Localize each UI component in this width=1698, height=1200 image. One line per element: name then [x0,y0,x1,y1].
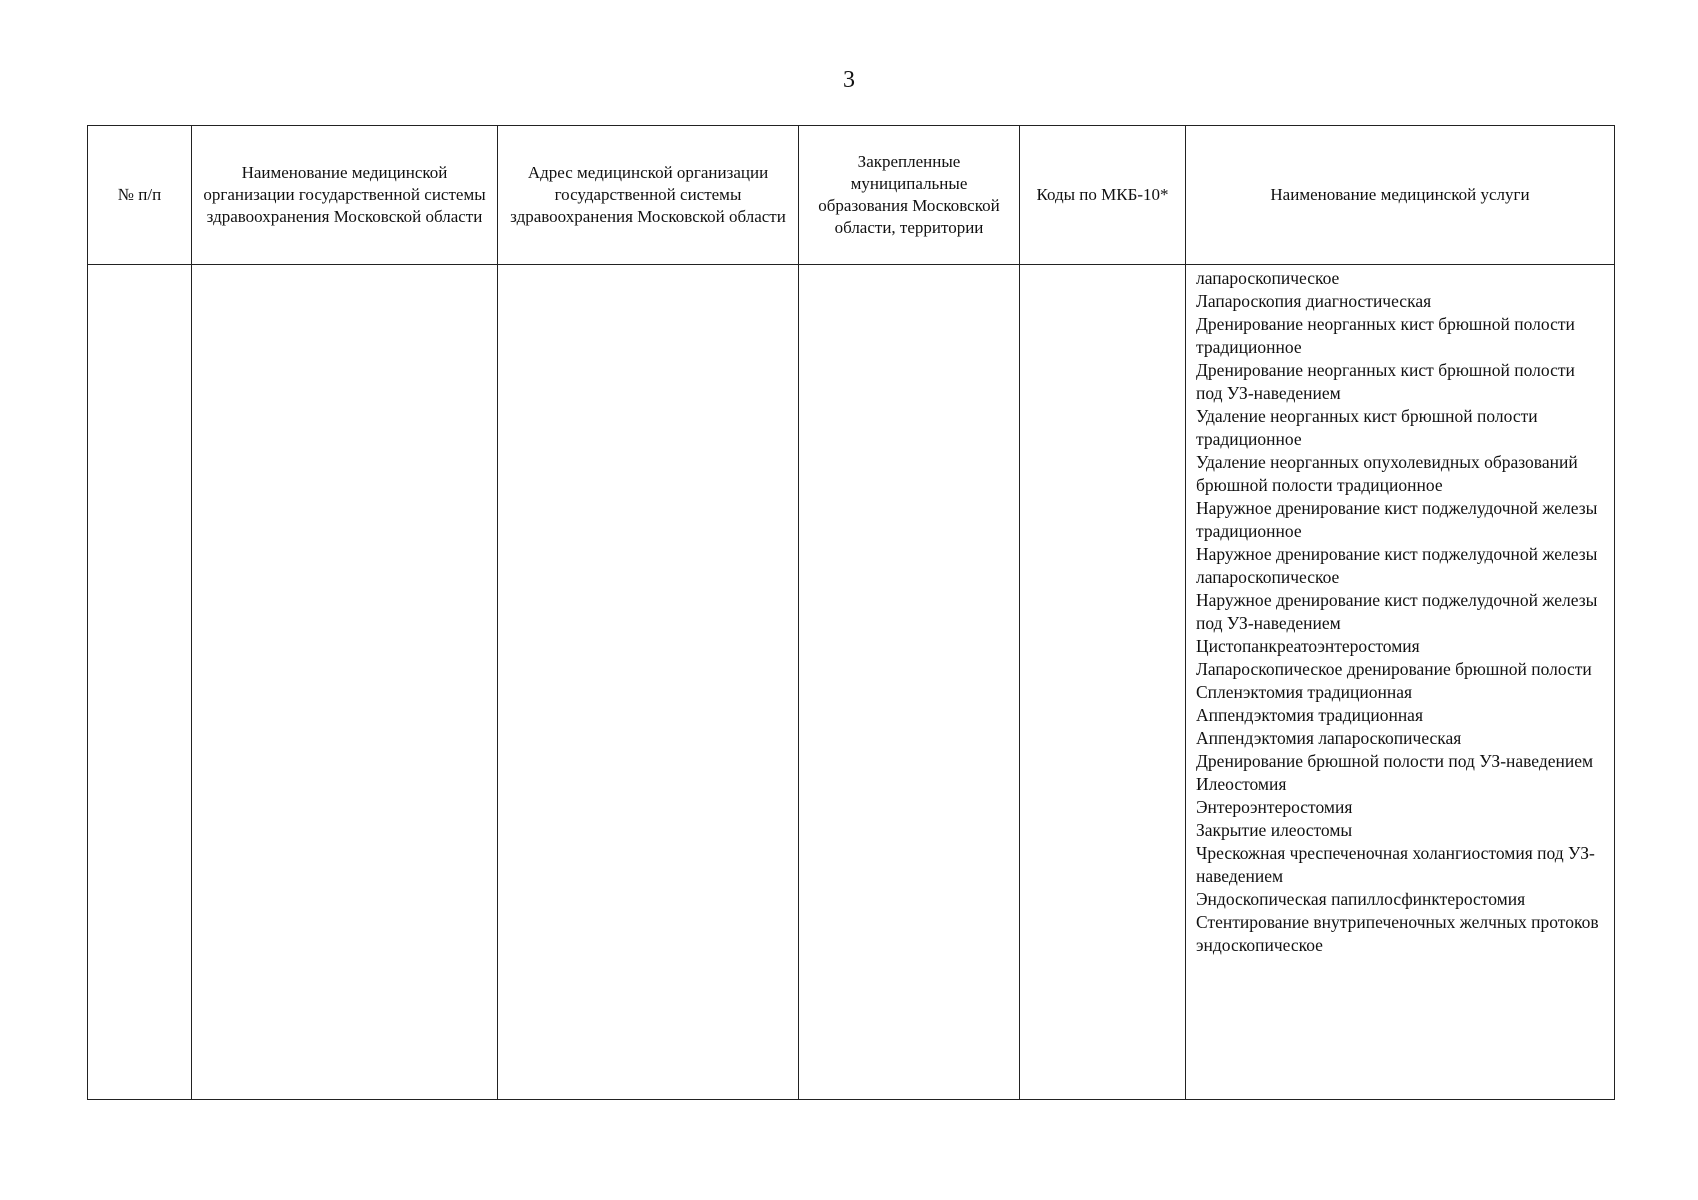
cell-org-address [498,265,799,1100]
cell-icd-codes [1020,265,1186,1100]
header-org-address: Адрес медицинской организации государственной системы здравоохранения Московской области [498,126,799,265]
list-item: Энтероэнтеростомия [1196,797,1353,817]
list-item: Дренирование брюшной полости под УЗ-наведением [1196,751,1594,771]
list-item: Дренирование неорганных кист брюшной полости традиционное [1196,314,1575,357]
list-item: Чрескожная чреспеченочная холангиостомия под УЗ-наведением [1196,843,1595,886]
list-item: Наружное дренирование кист поджелудочной железы традиционное [1196,498,1598,541]
list-item: Эндоскопическая папиллосфинктеростомия [1196,889,1526,909]
list-item: Аппендэктомия традиционная [1196,705,1423,725]
list-item: Аппендэктомия лапароскопическая [1196,728,1462,748]
cell-org-name [192,265,498,1100]
list-item: Наружное дренирование кист поджелудочной железы лапароскопическое [1196,544,1598,587]
list-item: Закрытие илеостомы [1196,820,1353,840]
header-num: № п/п [88,126,192,265]
list-item: Удаление неорганных кист брюшной полости традиционное [1196,406,1538,449]
cell-municipalities [799,265,1020,1100]
list-item: Удаление неорганных опухолевидных образований брюшной полости традиционное [1196,452,1578,495]
service-list [1186,265,1614,957]
table-row [88,265,1615,1100]
list-item: Цистопанкреатоэнтеростомия [1196,636,1420,656]
table-header-row [88,126,1615,265]
services-table [87,125,1615,1100]
header-org-name: Наименование медицинской организации государственной системы здравоохранения Московской области [192,126,498,265]
list-item: Илеостомия [1196,774,1287,794]
page-number: 3 [843,67,855,93]
cell-service-names [1186,265,1615,1100]
list-item: Наружное дренирование кист поджелудочной железы под УЗ-наведением [1196,590,1598,633]
cell-num [88,265,192,1100]
list-item: Спленэктомия традиционная [1196,682,1413,702]
header-municipalities: Закрепленные муниципальные образования Московской области, территории [799,126,1020,265]
list-item: Лапароскопия диагностическая [1196,291,1432,311]
header-service-name: Наименование медицинской услуги [1186,126,1615,265]
header-icd-codes: Коды по МКБ-10* [1020,126,1186,265]
list-item: Дренирование неорганных кист брюшной полости под УЗ-наведением [1196,360,1575,403]
list-item: Стентирование внутрипеченочных желчных протоков эндоскопическое [1196,912,1599,955]
list-item: лапароскопическое [1196,268,1340,288]
list-item: Лапароскопическое дренирование брюшной полости [1196,659,1592,679]
